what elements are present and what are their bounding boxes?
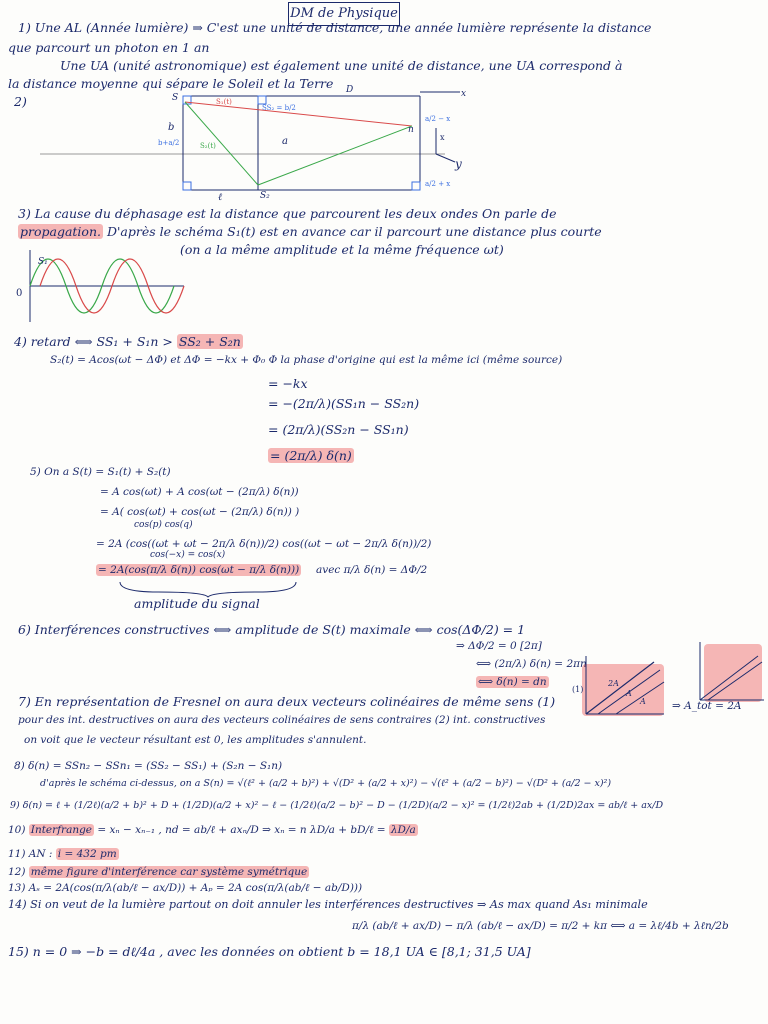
q7-line2: pour des int. destructives on aura des vecteurs colinéaires de sens contraires (2) int. constructives [18, 714, 546, 726]
q3-line3: (on a la même amplitude et la même fréquence ωt) [180, 242, 504, 257]
q15-line1: 15) n = 0 ⇒ −b = dℓ/4a , avec les données on obtient b = 18,1 UA ∈ [8,1; 31,5 UA] [8, 944, 531, 959]
q1-line4: la distance moyenne qui sépare le Soleil et la Terre [8, 76, 334, 91]
q2-diagram [0, 0, 768, 210]
svg-text:A: A [640, 697, 646, 706]
svg-text:S₂: S₂ [260, 191, 270, 201]
svg-text:a/2 + x: a/2 + x [425, 180, 451, 188]
q5-line5: = 2A(cos(π/λ δ(n)) cos(ωt − π/λ δ(n))) [98, 564, 300, 576]
svg-text:a/2 − x: a/2 − x [425, 115, 451, 123]
q13-line1: 13) Aₛ = 2A(cos(π/λ(ab/ℓ − ax/D)) + Aₚ = 2A cos(π/λ(ab/ℓ − ab/D))) [8, 882, 363, 894]
q8-line2: d'après le schéma ci-dessus, on a S(n) = √(ℓ² + (a/2 + b)²) + √(D² + (a/2 + x)²) − √(ℓ² + (a/2 − b)²) − √(D² + (a/2 − x)²) [40, 778, 612, 789]
svg-text:x: x [461, 89, 467, 99]
q3-sine-graph [16, 246, 186, 326]
q5-line3: = A( cos(ωt) + cos(ωt − (2π/λ) δ(n)) ) [100, 506, 300, 518]
svg-text:n: n [408, 125, 414, 135]
svg-text:SS₂ = b/2: SS₂ = b/2 [262, 104, 296, 112]
q12-line1: 12) même figure d'interférence car système symétrique [8, 866, 308, 878]
q1-line1: 1) Une AL (Année lumière) ⇒ C'est une unité de distance, une année lumière représente la distance [18, 20, 652, 35]
q5-line5b: avec π/λ δ(n) = ΔΦ/2 [316, 564, 428, 576]
q3-graph-s1: S₁ [38, 257, 48, 267]
page-title: DM de Physique [288, 2, 400, 26]
q5-line4b: cos(−x) = cos(x) [150, 550, 226, 560]
q6-line2: ⇒ ΔΦ/2 = 0 [2π] [456, 640, 542, 652]
svg-text:y: y [455, 157, 462, 171]
q6-line3: ⟺ (2π/λ) δ(n) = 2πn [476, 658, 587, 670]
q4-line3: = −kx [268, 376, 308, 391]
q5-line2: = A cos(ωt) + A cos(ωt − (2π/λ) δ(n)) [100, 486, 299, 498]
q11-line1: 11) AN : i = 432 pm [8, 848, 117, 860]
q6-line4: ⟺ δ(n) = dn [478, 676, 547, 688]
q4-line1: 4) retard ⟺ SS₁ + S₁n > SS₂ + S₂n [14, 334, 241, 349]
q1-line2: que parcourt un photon en 1 an [8, 40, 210, 55]
q7-line3: on voit que le vecteur résultant est 0, les amplitudes s'annulent. [24, 734, 367, 746]
q7-line1: 7) En représentation de Fresnel on aura deux vecteurs colinéaires de même sens (1) [18, 694, 556, 709]
svg-text:S₁(t): S₁(t) [216, 98, 232, 106]
q2-label: 2) [14, 94, 27, 109]
q4-line2: S₂(t) = Acos(ωt − ΔΦ) et ΔΦ = −kx + Φ₀ Φ la phase d'origine qui est la même ici (même source) [50, 354, 563, 366]
svg-text:A: A [626, 689, 632, 698]
q7-line1b: ⇒ A_tot = 2A [672, 700, 742, 712]
q14-line2: π/λ (ab/ℓ + ax/D) − π/λ (ab/ℓ − ax/D) = π/2 + kπ ⟺ a = λℓ/4b + λℓn/2b [352, 920, 729, 932]
q4-line5: = (2π/λ)(SS₂n − SS₁n) [268, 422, 409, 437]
svg-text:b: b [168, 122, 175, 133]
q3-line2: propagation. D'après le schéma S₁(t) est en avance car il parcourt une distance plus courte [20, 224, 602, 239]
svg-text:(1): (1) [572, 685, 584, 694]
svg-text:ℓ: ℓ [218, 192, 223, 203]
q5-line6: amplitude du signal [134, 596, 260, 611]
q6-line1: 6) Interférences constructives ⟺ amplitude de S(t) maximale ⟺ cos(ΔΦ/2) = 1 [18, 622, 526, 637]
svg-text:a: a [282, 136, 288, 147]
svg-text:2A: 2A [608, 679, 619, 688]
svg-text:x: x [440, 133, 445, 142]
q3-line1: 3) La cause du déphasage est la distance que parcourent les deux ondes On parle de [18, 206, 557, 221]
q3-graph-zero: 0 [16, 288, 23, 299]
svg-text:S₂(t): S₂(t) [200, 142, 216, 150]
q1-line3: Une UA (unité astronomique) est également une unité de distance, une UA correspond à [60, 58, 623, 73]
q5-line3b: cos(p) cos(q) [134, 520, 193, 530]
fresnel-diagram-1 [560, 650, 670, 722]
svg-text:S: S [172, 93, 179, 103]
fresnel-diagram-2 [694, 640, 766, 706]
q14-line1: 14) Si on veut de la lumière partout on doit annuler les interférences destructives ⇒ As max quand As₁ minimale [8, 898, 648, 911]
q8-line1: 8) δ(n) = SSn₂ − SSn₁ = (SS₂ − SS₁) + (S₂n − S₁n) [14, 760, 283, 772]
svg-text:b+a/2: b+a/2 [158, 139, 180, 147]
q4-line6: = (2π/λ) δ(n) [270, 448, 352, 463]
q5-line1: 5) On a S(t) = S₁(t) + S₂(t) [30, 466, 171, 478]
q5-line4: = 2A (cos((ωt + ωt − 2π/λ δ(n))/2) cos((ωt − ωt − 2π/λ δ(n))/2) [96, 538, 432, 550]
svg-text:D: D [346, 85, 354, 95]
q4-line4: = −(2π/λ)(SS₁n − SS₂n) [268, 396, 420, 411]
q10-line1: 10) Interfrange = xₙ − xₙ₋₁ , nd = ab/ℓ + axₙ/D ⇒ xₙ = n λD/a + bD/ℓ = λD/a [8, 824, 416, 836]
q9-line1: 9) δ(n) = ℓ + (1/2ℓ)(a/2 + b)² + D + (1/2D)(a/2 + x)² − ℓ − (1/2ℓ)(a/2 − b)² − D − (1/2D)(a/2 − x)² = (1/2ℓ)2ab + (1/2D)2ax = ab/ℓ + ax/D [10, 800, 664, 811]
